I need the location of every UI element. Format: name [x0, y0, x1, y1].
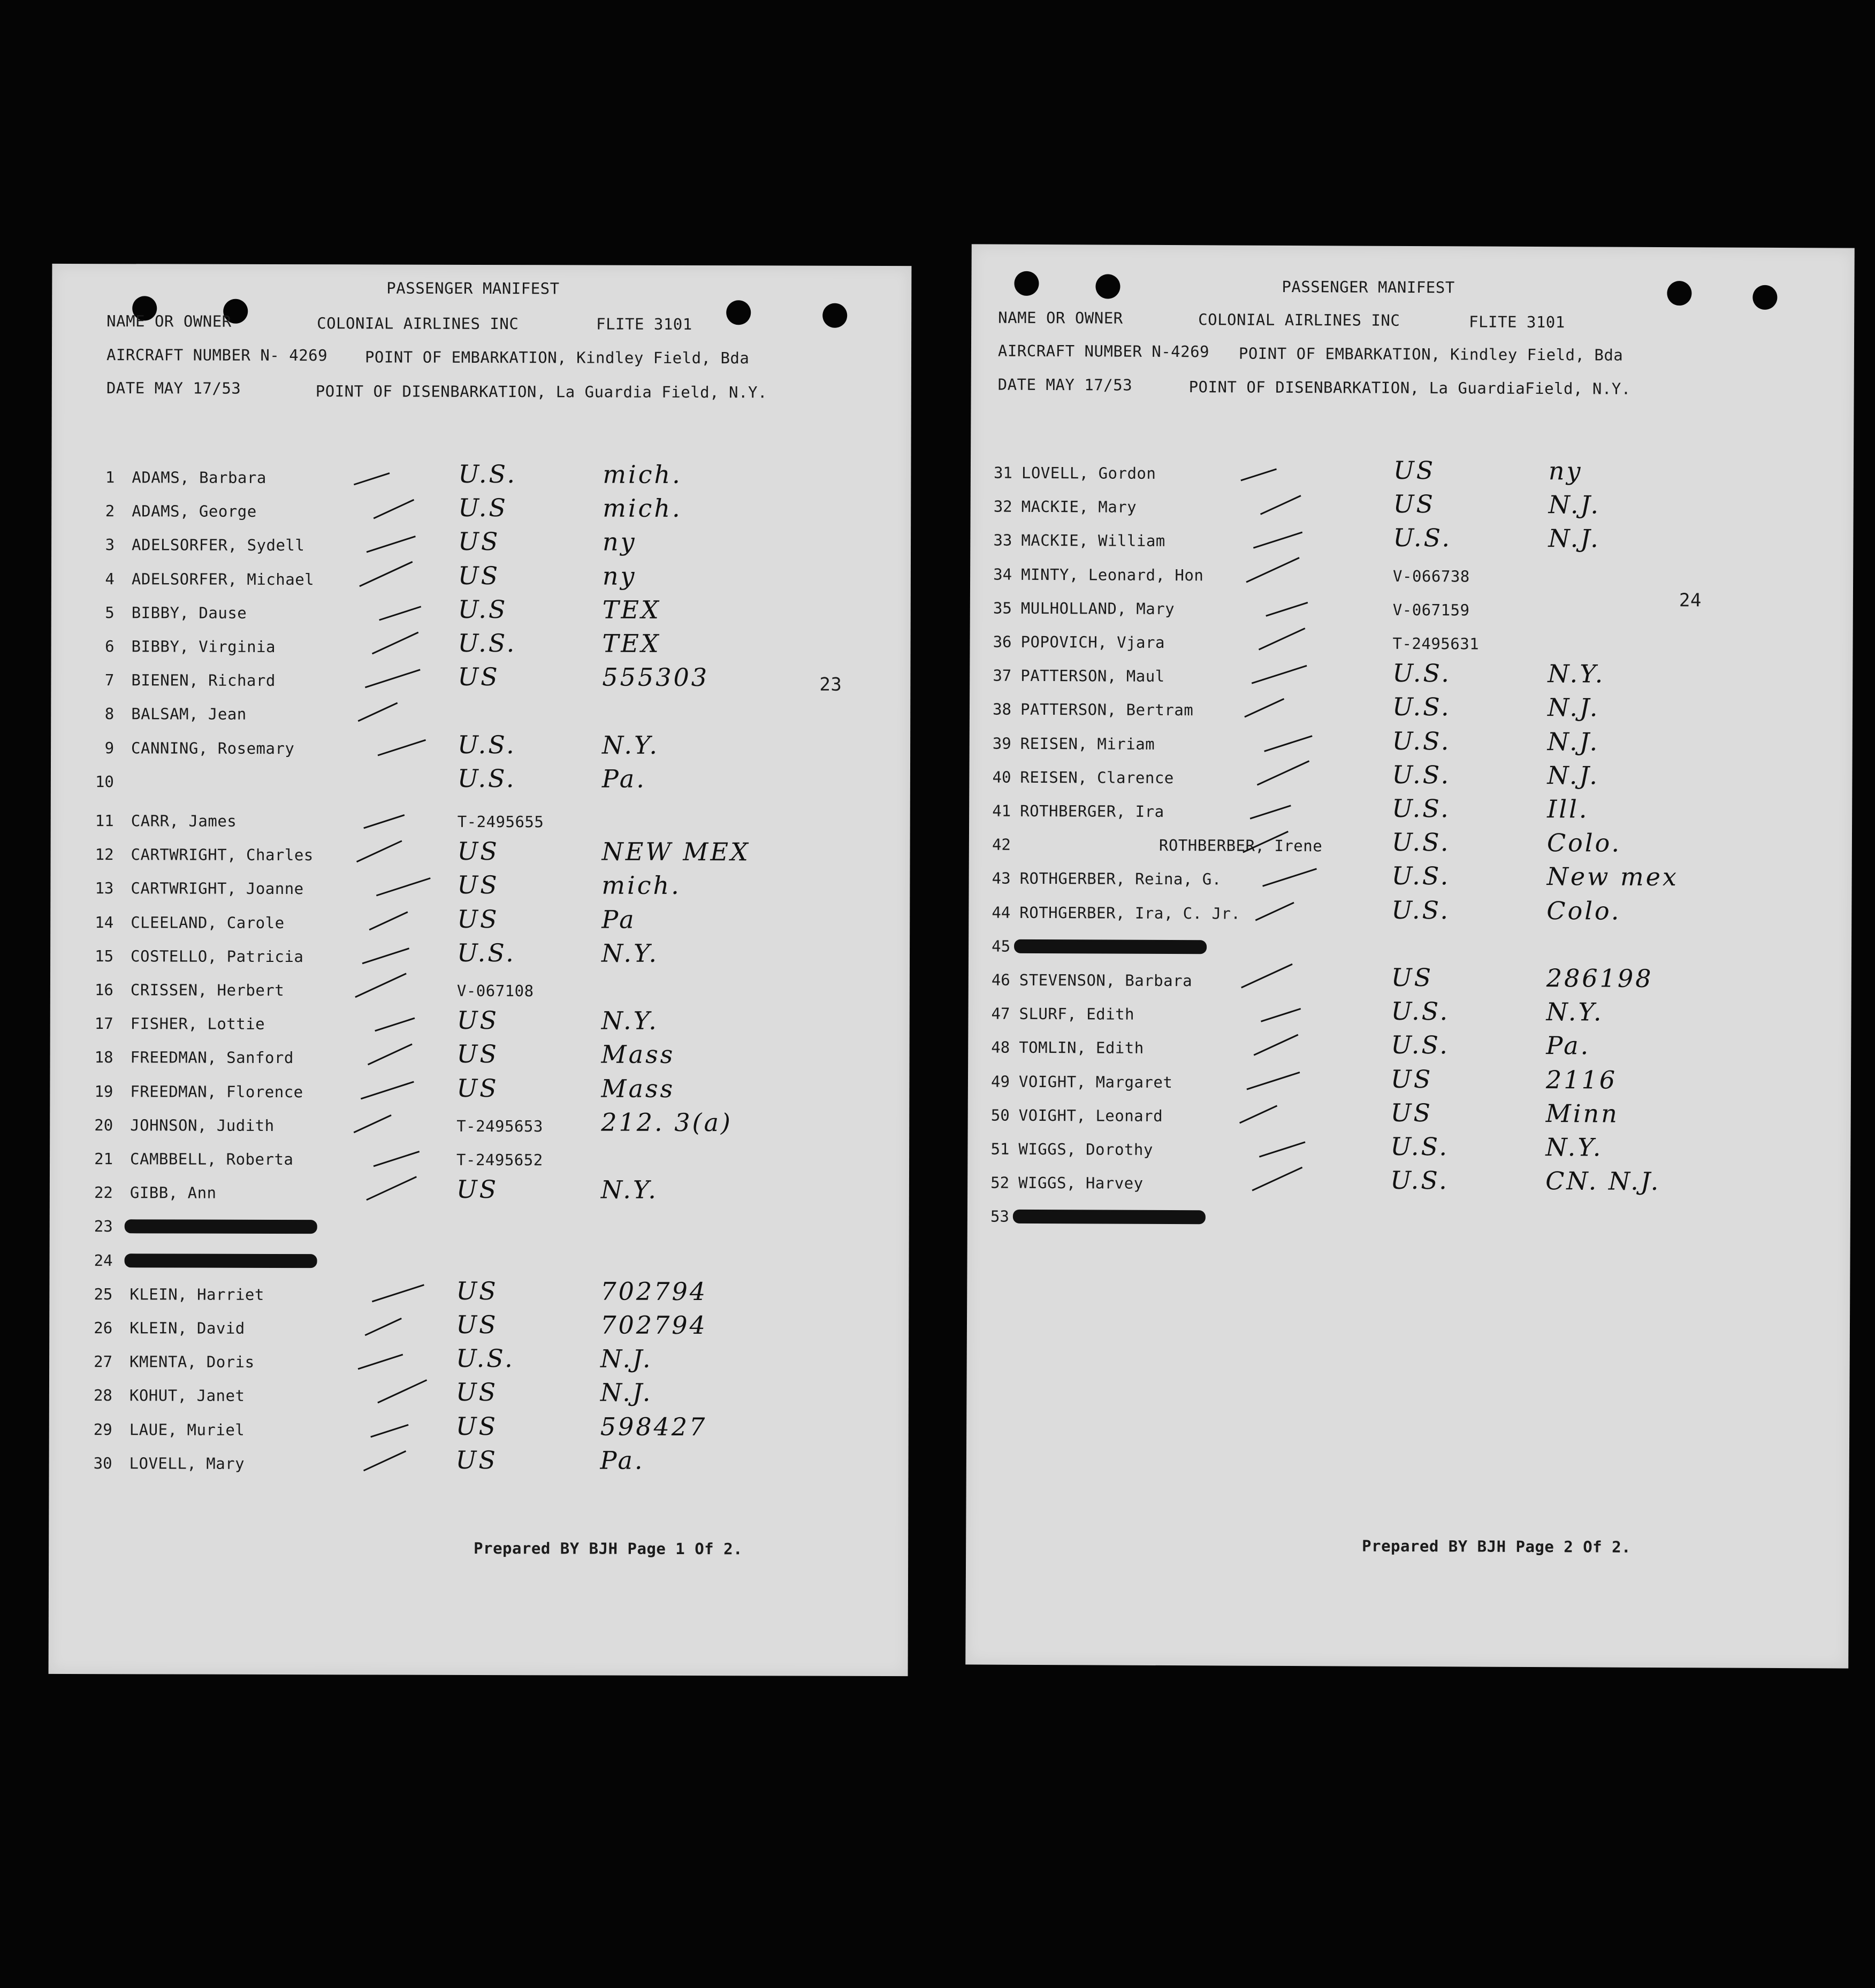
passenger-name: PATTERSON, Maul — [1020, 667, 1165, 686]
handwritten-residence: N.J. — [1548, 524, 1600, 553]
handwritten-residence: N.J. — [1548, 490, 1601, 519]
passenger-name: MACKIE, William — [1021, 531, 1165, 550]
passenger-name: MACKIE, Mary — [1021, 498, 1137, 516]
handwritten-citizenship: US — [456, 1276, 498, 1305]
handwritten-residence: Colo. — [1546, 828, 1622, 858]
check-mark — [1252, 1167, 1302, 1191]
handwritten-citizenship: U.S. — [1392, 793, 1451, 823]
row-number: 1 — [105, 468, 115, 487]
handwritten-residence: Mass — [601, 1039, 675, 1069]
check-mark — [374, 1151, 420, 1167]
handwritten-citizenship: US — [458, 662, 500, 692]
handwritten-residence: 555303 — [602, 662, 710, 692]
check-mark — [355, 973, 407, 998]
passenger-name: MINTY, Leonard, Hon — [1021, 565, 1204, 584]
check-mark — [375, 1018, 415, 1032]
manifest-page-1 — [49, 264, 912, 1676]
check-mark — [379, 606, 421, 621]
check-mark — [372, 1284, 424, 1302]
visa-number: V-066738 — [1393, 567, 1470, 586]
check-mark — [354, 1114, 392, 1133]
check-mark — [361, 1081, 414, 1099]
visa-number: V-067108 — [456, 981, 534, 1000]
row-number: 52 — [990, 1173, 1010, 1192]
handwritten-residence: TEX — [602, 595, 661, 624]
page-footer: Prepared BY BJH Page 1 Of 2. — [474, 1539, 743, 1558]
check-mark — [356, 840, 402, 863]
handwritten-residence: NEW MEX — [601, 837, 750, 867]
passenger-name: BALSAM, Jean — [131, 705, 247, 724]
passenger-name: CRISSEN, Herbert — [130, 981, 285, 1000]
row-number: 15 — [95, 946, 114, 966]
passenger-name: WIGGS, Dorothy — [1018, 1140, 1153, 1159]
handwritten-citizenship: US — [1393, 490, 1436, 519]
visa-number: V-067159 — [1392, 600, 1470, 620]
row-number: 48 — [991, 1038, 1010, 1057]
row-number: 38 — [993, 700, 1012, 719]
passenger-count: 23 — [819, 674, 842, 695]
handwritten-citizenship: US — [1393, 455, 1436, 485]
check-mark — [367, 536, 416, 553]
check-mark — [1252, 665, 1307, 684]
visa-number: T-2495631 — [1392, 634, 1480, 653]
handwritten-citizenship: U.S. — [457, 763, 516, 793]
handwritten-citizenship: US — [455, 1411, 498, 1441]
manifest-date: DATE MAY 17/53 — [997, 375, 1133, 394]
handwritten-citizenship: US — [455, 1378, 498, 1407]
handwritten-residence: Pa. — [600, 1446, 645, 1475]
handwritten-citizenship: US — [456, 1073, 499, 1103]
check-mark — [1261, 1008, 1301, 1022]
row-number: 6 — [105, 637, 115, 656]
passenger-name: KLEIN, David — [129, 1319, 245, 1337]
passenger-name: KLEIN, Harriet — [129, 1285, 264, 1304]
passenger-name: VOIGHT, Margaret — [1018, 1072, 1173, 1091]
row-number: 28 — [93, 1386, 112, 1405]
embarkation: POINT OF EMBARKATION, Kindley Field, Bda — [1238, 344, 1624, 364]
row-number: 20 — [94, 1115, 113, 1135]
row-number: 53 — [990, 1207, 1009, 1226]
handwritten-residence: TEX — [602, 629, 661, 658]
check-mark — [1257, 760, 1309, 786]
row-number: 10 — [95, 772, 114, 791]
visa-number: T-2495652 — [456, 1150, 543, 1169]
handwritten-residence: 598427 — [600, 1412, 707, 1441]
handwritten-residence: N.J. — [600, 1344, 653, 1374]
punch-hole — [1667, 281, 1691, 305]
handwritten-residence: Pa — [601, 905, 636, 934]
handwritten-residence: Ill. — [1547, 794, 1589, 824]
visa-number: T-2495653 — [456, 1117, 543, 1136]
handwritten-residence: 702794 — [600, 1310, 707, 1340]
handwritten-citizenship: U.S. — [1390, 1131, 1450, 1161]
punch-hole — [1095, 274, 1120, 299]
check-mark — [365, 669, 421, 689]
row-number: 46 — [991, 970, 1010, 989]
check-mark — [354, 472, 390, 485]
handwritten-citizenship: U.S. — [458, 730, 516, 759]
handwritten-residence: Mass — [601, 1074, 675, 1103]
row-number: 14 — [95, 913, 114, 931]
passenger-name: FREEDMAN, Florence — [130, 1082, 303, 1101]
handwritten-residence: N.Y. — [601, 938, 659, 968]
handwritten-citizenship: U.S — [458, 594, 508, 624]
check-mark — [365, 1318, 402, 1336]
handwritten-citizenship: U.S. — [1392, 726, 1451, 755]
passenger-name: ADAMS, Barbara — [132, 468, 266, 487]
handwritten-citizenship: U.S. — [456, 1344, 515, 1373]
row-number: 36 — [993, 632, 1012, 651]
handwritten-citizenship: U.S. — [1390, 1166, 1449, 1195]
passenger-count: 24 — [1679, 590, 1702, 611]
row-number: 43 — [992, 869, 1011, 888]
check-mark — [1260, 495, 1301, 515]
passenger-name: CARTWRIGHT, Joanne — [131, 879, 304, 898]
check-mark — [358, 1354, 403, 1370]
manifest-page-2 — [965, 244, 1855, 1668]
row-number: 39 — [992, 734, 1011, 753]
passenger-name: BIBBY, Virginia — [131, 637, 276, 656]
check-mark — [372, 632, 418, 655]
check-mark — [1250, 805, 1291, 819]
check-mark — [376, 877, 431, 896]
handwritten-residence: N.Y. — [601, 1006, 659, 1036]
handwritten-citizenship: US — [456, 1039, 499, 1069]
check-mark — [1246, 557, 1299, 583]
row-number: 22 — [94, 1183, 113, 1202]
check-mark — [1241, 964, 1293, 989]
check-mark — [1254, 1034, 1299, 1056]
row-number: 31 — [993, 463, 1013, 482]
check-mark — [1246, 1072, 1300, 1090]
passenger-name: CARR, James — [131, 812, 237, 830]
row-number: 44 — [992, 903, 1011, 922]
handwritten-residence: New mex — [1546, 862, 1679, 892]
handwritten-citizenship: U.S. — [457, 938, 516, 967]
handwritten-citizenship: US — [458, 527, 500, 556]
passenger-name: FREEDMAN, Sanford — [130, 1048, 294, 1067]
handwritten-citizenship: U.S — [458, 493, 508, 523]
passenger-name: LOVELL, Gordon — [1021, 463, 1156, 483]
check-mark — [1259, 1141, 1306, 1157]
check-mark — [1259, 628, 1306, 650]
handwritten-residence: Pa. — [601, 764, 646, 793]
handwritten-citizenship: U.S. — [1392, 760, 1451, 790]
handwritten-residence: Pa. — [1546, 1031, 1591, 1060]
punch-hole — [1014, 271, 1039, 296]
row-number: 23 — [94, 1217, 113, 1236]
handwritten-citizenship: U.S. — [1392, 692, 1451, 722]
row-number: 40 — [992, 768, 1011, 786]
row-number: 42 — [992, 835, 1011, 854]
handwritten-residence: N.Y. — [1545, 1133, 1603, 1162]
passenger-name: TOMLIN, Edith — [1019, 1038, 1144, 1058]
handwritten-residence: N.J. — [600, 1378, 653, 1408]
check-mark — [378, 739, 426, 756]
disembarkation: POINT OF DISENBARKATION, La Guardia Field, N.Y. — [315, 382, 767, 402]
row-number: 50 — [990, 1106, 1010, 1125]
handwritten-residence: N.J. — [1547, 693, 1600, 722]
passenger-name: REISEN, Miriam — [1020, 734, 1155, 753]
passenger-name: FISHER, Lottie — [130, 1014, 265, 1034]
passenger-name: ROTHBERBER, Irene — [1158, 836, 1323, 855]
passenger-name: KOHUT, Janet — [129, 1386, 245, 1405]
carrier-name: COLONIAL AIRLINES INC — [1198, 310, 1400, 330]
passenger-name: PATTERSON, Bertram — [1020, 700, 1194, 720]
handwritten-citizenship: U.S. — [1391, 828, 1451, 857]
handwritten-residence: N.Y. — [1546, 997, 1604, 1027]
passenger-name: ROTHGERBER, Ira, C. Jr. — [1019, 903, 1241, 923]
punch-hole — [822, 303, 847, 328]
embarkation: POINT OF EMBARKATION, Kindley Field, Bda — [364, 348, 750, 368]
check-mark — [1262, 868, 1317, 887]
row-number: 2 — [105, 502, 115, 521]
row-number: 21 — [94, 1150, 113, 1168]
passenger-name: CAMBBELL, Roberta — [130, 1150, 294, 1169]
redaction-bar — [1013, 1210, 1206, 1225]
row-number: 29 — [93, 1420, 112, 1439]
handwritten-citizenship: US — [1391, 962, 1434, 992]
passenger-name: MULHOLLAND, Mary — [1020, 599, 1175, 618]
check-mark — [377, 1380, 427, 1404]
handwritten-residence: ny — [602, 561, 637, 591]
flight-number: FLITE 3101 — [1469, 312, 1565, 332]
passenger-name: REISEN, Clarence — [1020, 768, 1174, 787]
check-mark — [370, 1424, 408, 1438]
row-number: 24 — [94, 1251, 113, 1270]
row-number: 34 — [993, 565, 1012, 584]
row-number: 13 — [95, 879, 114, 898]
check-mark — [359, 561, 413, 587]
handwritten-residence: N.Y. — [600, 1175, 658, 1205]
punch-hole — [726, 300, 751, 325]
page-footer: Prepared BY BJH Page 2 Of 2. — [1362, 1536, 1632, 1556]
passenger-name: BIENEN, Richard — [131, 671, 276, 690]
handwritten-citizenship: U.S. — [458, 459, 517, 489]
passenger-name: CARTWRIGHT, Charles — [131, 845, 314, 865]
check-mark — [358, 702, 398, 722]
handwritten-citizenship: US — [455, 1445, 498, 1474]
row-number: 19 — [94, 1082, 113, 1100]
check-mark — [1253, 532, 1302, 549]
name-owner-label: NAME OR OWNER — [998, 308, 1123, 327]
manifest-title: PASSENGER MANIFEST — [1282, 277, 1455, 297]
handwritten-citizenship: U.S. — [1391, 861, 1451, 891]
handwritten-residence: N.J. — [1547, 760, 1600, 790]
row-number: 17 — [94, 1014, 113, 1033]
passenger-name: STEVENSON, Barbara — [1019, 970, 1193, 990]
row-number: 5 — [105, 603, 115, 622]
flight-number: FLITE 3101 — [596, 315, 692, 334]
handwritten-citizenship: U.S. — [1391, 997, 1450, 1026]
row-number: 33 — [993, 531, 1012, 550]
row-number: 3 — [105, 536, 115, 554]
handwritten-residence: 286198 — [1546, 964, 1653, 993]
punch-hole — [1752, 285, 1777, 310]
check-mark — [369, 911, 408, 930]
redaction-bar — [125, 1220, 317, 1234]
row-number: 25 — [94, 1284, 113, 1304]
handwritten-residence: N.Y. — [602, 730, 660, 760]
passenger-name: CANNING, Rosemary — [131, 738, 295, 758]
passenger-name: WIGGS, Harvey — [1018, 1173, 1144, 1193]
check-mark — [1240, 468, 1277, 481]
handwritten-residence: Minn — [1545, 1098, 1619, 1128]
handwritten-residence: N.J. — [1547, 727, 1600, 756]
passenger-name: ADELSORFER, Michael — [131, 569, 315, 588]
passenger-name: GIBB, Ann — [129, 1183, 217, 1202]
handwritten-residence: ny — [1548, 456, 1583, 486]
aircraft-label: AIRCRAFT NUMBER N-4269 — [997, 341, 1210, 361]
passenger-name: BIBBY, Dause — [131, 603, 247, 622]
passenger-name: COSTELLO, Patricia — [131, 947, 304, 966]
row-number: 41 — [992, 801, 1011, 820]
row-number: 27 — [94, 1352, 113, 1371]
row-number: 26 — [94, 1319, 113, 1337]
handwritten-residence: N.Y. — [1548, 659, 1605, 689]
passenger-name: LAUE, Muriel — [129, 1420, 245, 1439]
redaction-bar — [125, 1253, 317, 1268]
handwritten-citizenship: U.S. — [1392, 659, 1452, 688]
check-mark — [362, 947, 409, 964]
row-number: 30 — [93, 1454, 112, 1473]
row-number: 18 — [94, 1048, 113, 1067]
passenger-name: LOVELL, Mary — [129, 1454, 245, 1473]
handwritten-citizenship: US — [1390, 1064, 1433, 1094]
row-number: 12 — [95, 845, 114, 864]
passenger-name: ADELSORFER, Sydell — [132, 536, 305, 555]
handwritten-citizenship: US — [457, 904, 499, 934]
check-mark — [1255, 901, 1294, 921]
handwritten-citizenship: U.S. — [1391, 1030, 1450, 1060]
carrier-name: COLONIAL AIRLINES INC — [317, 314, 519, 333]
redaction-bar — [1014, 939, 1207, 954]
passenger-name: ROTHGERBER, Reina, G. — [1019, 869, 1222, 889]
check-mark — [1244, 698, 1284, 718]
check-mark — [1266, 602, 1308, 617]
manifest-title: PASSENGER MANIFEST — [386, 279, 560, 298]
visa-number: T-2495655 — [457, 812, 544, 831]
row-number: 9 — [104, 738, 115, 757]
handwritten-citizenship: US — [458, 561, 500, 590]
handwritten-residence: mich. — [603, 493, 682, 523]
passenger-name: SLURF, Edith — [1019, 1005, 1135, 1023]
check-mark — [366, 1176, 417, 1201]
handwritten-residence: mich. — [601, 870, 681, 900]
handwritten-residence: mich. — [603, 460, 682, 489]
row-number: 37 — [993, 666, 1012, 685]
passenger-name: JOHNSON, Judith — [130, 1116, 275, 1135]
handwritten-residence: Colo. — [1546, 896, 1621, 926]
check-mark — [374, 499, 415, 519]
handwritten-residence: CN. N.J. — [1545, 1166, 1661, 1196]
handwritten-citizenship: US — [457, 837, 499, 866]
manifest-date: DATE MAY 17/53 — [106, 379, 241, 397]
handwritten-citizenship: US — [456, 1175, 499, 1204]
row-number: 47 — [991, 1004, 1010, 1023]
row-number: 8 — [104, 705, 115, 723]
check-mark — [368, 1044, 413, 1066]
passenger-name: CLEELAND, Carole — [131, 913, 285, 932]
row-number: 16 — [94, 981, 113, 999]
row-number: 11 — [95, 812, 114, 830]
handwritten-citizenship: US — [456, 1310, 498, 1340]
passenger-name: VOIGHT, Leonard — [1018, 1106, 1163, 1125]
passenger-name: ADAMS, George — [132, 502, 257, 521]
disembarkation: POINT OF DISENBARKATION, La GuardiaField, N.Y. — [1188, 378, 1631, 398]
name-owner-label: NAME OR OWNER — [106, 312, 232, 331]
check-mark — [363, 814, 405, 829]
handwritten-citizenship: US — [457, 870, 499, 900]
row-number: 32 — [993, 497, 1012, 516]
check-mark — [1239, 1105, 1277, 1123]
handwritten-residence: 702794 — [600, 1276, 708, 1306]
handwritten-citizenship: U.S. — [1393, 523, 1452, 553]
check-mark — [363, 1450, 406, 1471]
row-number: 4 — [105, 569, 115, 588]
row-number: 7 — [104, 671, 115, 690]
row-number: 51 — [990, 1140, 1010, 1158]
handwritten-citizenship: U.S. — [1391, 895, 1451, 924]
passenger-name: ROTHBERGER, Ira — [1020, 801, 1164, 821]
aircraft-label: AIRCRAFT NUMBER N- 4269 — [106, 346, 328, 365]
passenger-name: KMENTA, Doris — [129, 1352, 255, 1372]
row-number: 49 — [990, 1072, 1010, 1091]
handwritten-residence: ny — [603, 527, 637, 557]
handwritten-residence: 2116 — [1545, 1065, 1618, 1095]
check-mark — [1264, 735, 1312, 752]
handwritten-citizenship: US — [456, 1006, 499, 1035]
row-number: 35 — [993, 599, 1012, 617]
handwritten-citizenship: U.S. — [458, 628, 517, 658]
handwritten-citizenship: US — [1390, 1098, 1433, 1127]
handwritten-residence: 212. 3(a) — [601, 1107, 733, 1137]
row-number: 45 — [992, 937, 1011, 955]
passenger-name: POPOVICH, Vjara — [1020, 632, 1165, 652]
